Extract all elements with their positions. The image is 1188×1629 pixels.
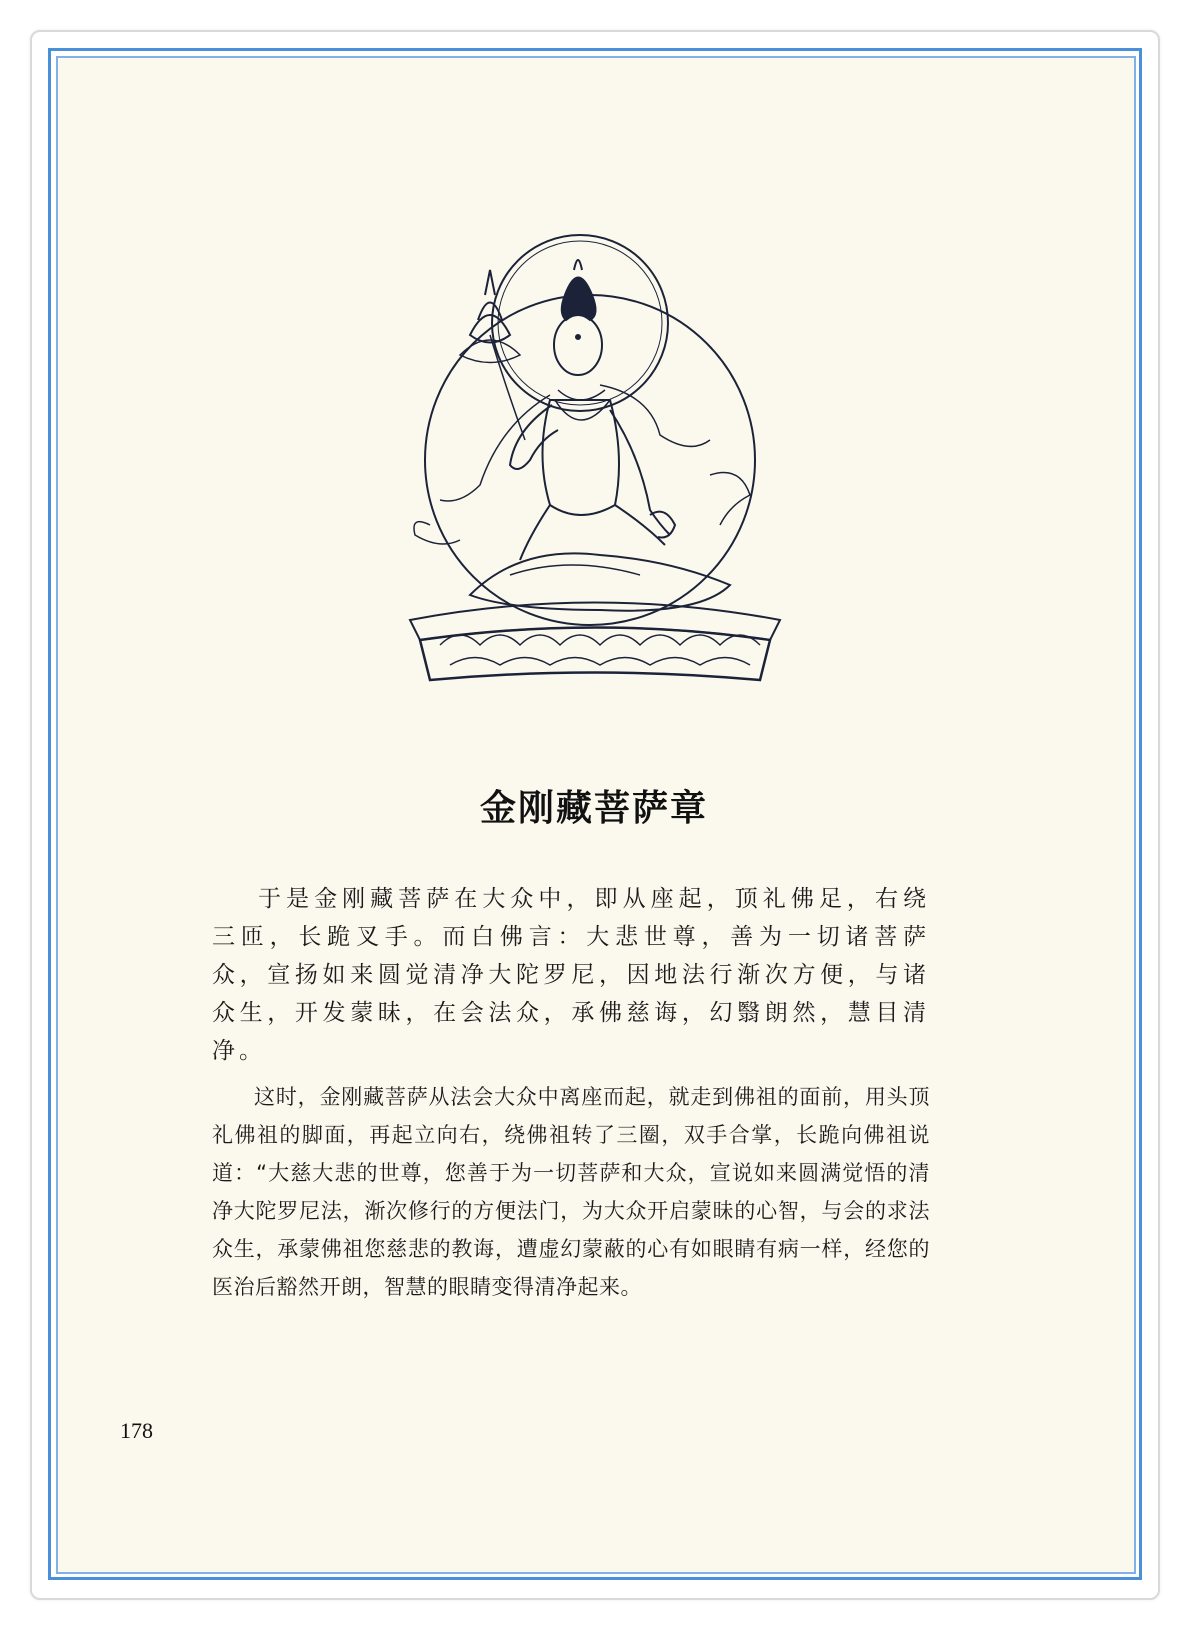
bodhisattva-illustration-icon (400, 225, 790, 695)
chapter-title: 金刚藏菩萨章 (479, 787, 708, 829)
modern-translation-paragraph: 这时，金刚藏菩萨从法会大众中离座而起，就走到佛祖的面前，用头顶礼佛祖的脚面，再起立向右，绕佛祖转了三圈，双手合掌，长跪向佛祖说道：“大慈大悲的世尊，您善于为一切菩萨和大众，宣说如来圆满觉悟的清净大陀罗尼法，渐次修行的方便法门，为大众开启蒙昧的心智，与会的求法众生，承蒙佛祖您慈悲的教诲，遭虚幻蒙蔽的心有如眼睛有病一样，经您的医治后豁然开朗，智慧的眼睛变得清净起来。 (212, 1085, 930, 1299)
classical-text-paragraph: 于是金刚藏菩萨在大众中，即从座起，顶礼佛足，右绕三匝，长跪叉手。而白佛言：大悲世尊，善为一切诸菩萨众，宣扬如来圆觉清净大陀罗尼，因地法行渐次方便，与诸众生，开发蒙昧，在会法众，承佛慈诲，幻翳朗然，慧目清净。 (212, 886, 930, 1064)
page-number: 178 (120, 1418, 153, 1443)
